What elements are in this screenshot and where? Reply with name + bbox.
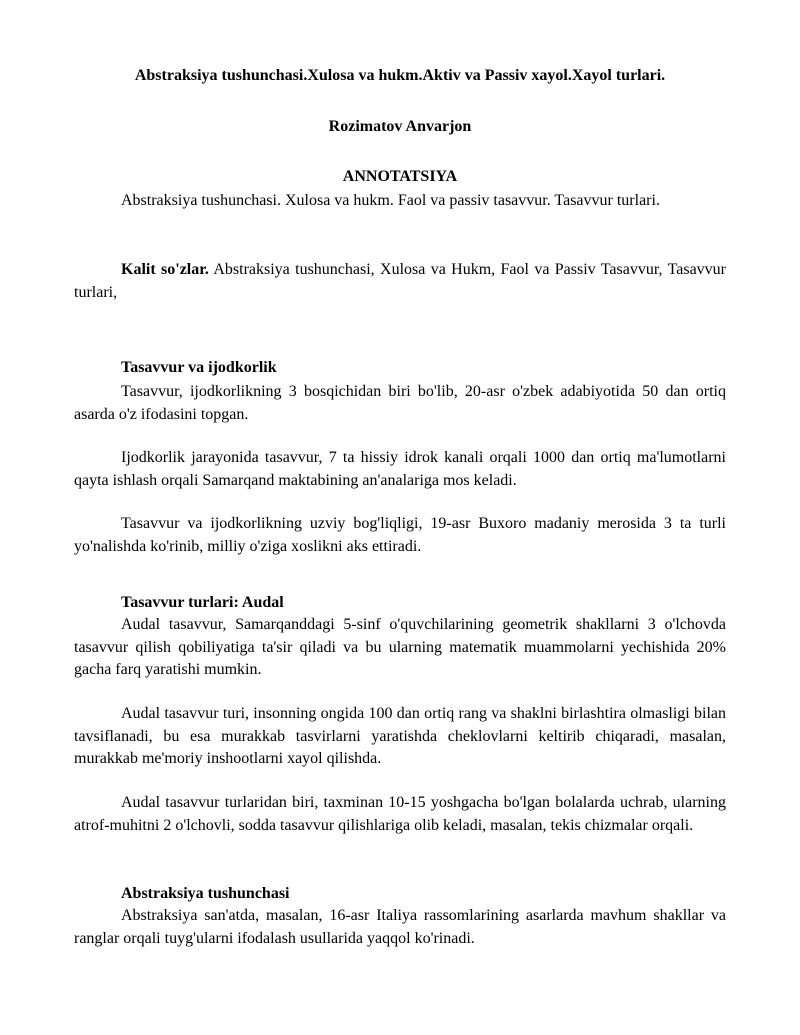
section-heading: Abstraksiya tushunchasi — [121, 885, 290, 902]
paragraph: Abstraksiya san'atda, masalan, 16-asr Italiya rassomlarining asarlarda mavhum shakllar va ranglar orqali tuyg'ularni ifodalash usullarida yaqqol ko'rinadi. — [74, 907, 726, 947]
keywords-label: Kalit so'zlar. — [121, 261, 209, 278]
paragraph: Ijodkorlik jarayonida tasavvur, 7 ta hissiy idrok kanali orqali 1000 dan ortiq ma'lumotlarni qayta ishlash orqali Samarqand maktabining an'analariga mos keladi. — [74, 449, 726, 489]
paragraph: Tasavvur, ijodkorlikning 3 bosqichidan biri bo'lib, 20-asr o'zbek adabiyotida 50 dan ortiq asarda o'z ifodasini topgan. — [74, 383, 726, 423]
paragraph: Tasavvur va ijodkorlikning uzviy bog'liqligi, 19-asr Buxoro madaniy merosida 3 ta turli yo'nalishda ko'rinib, milliy o'ziga xoslikni aks ettiradi. — [74, 515, 726, 555]
keywords-text: Abstraksiya tushunchasi, Xulosa va Hukm, Faol va Passiv Tasavvur, Tasavvur turlari, — [74, 261, 727, 301]
section-heading: Tasavvur va ijodkorlik — [121, 359, 277, 376]
keywords-paragraph — [74, 259, 726, 304]
paragraph: Audal tasavvur turlaridan biri, taxminan 10-15 yoshgacha bo'lgan bolalarda uchrab, ularning atrof-muhitni 2 o'lchovli, sodda tasavvur qilishlariga olib keladi, masalan, tekis chizmalar orqali. — [74, 794, 726, 834]
document-title: Abstraksiya tushunchasi.Xulosa va hukm.Aktiv va Passiv xayol.Xayol turlari. — [134, 67, 666, 84]
annotation-text: Abstraksiya tushunchasi. Xulosa va hukm. Faol va passiv tasavvur. Tasavvur turlari. — [121, 192, 660, 209]
paragraph: Audal tasavvur, Samarqanddagi 5-sinf o'quvchilarining geometrik shakllarni 3 o'lchovda tasavvur qilish qobiliyatiga ta'sir qiladi va bu ularning matematik muammolarni yechishida 20% gacha farq yaratishi mumkin. — [74, 616, 726, 678]
annotation-heading: ANNOTATSIYA — [342, 168, 458, 185]
author-name: Rozimatov Anvarjon — [328, 118, 472, 135]
paragraph: Audal tasavvur turi, insonning ongida 100 dan ortiq rang va shaklni birlashtira olmasligi bilan tavsiflanadi, bu esa murakkab tasvirlarni yaratishda cheklovlarni keltirib chiqaradi, masalan, murakkab me'moriy inshootlarni xayol qilishda. — [74, 705, 726, 767]
section-heading: Tasavvur turlari: Audal — [121, 594, 284, 611]
